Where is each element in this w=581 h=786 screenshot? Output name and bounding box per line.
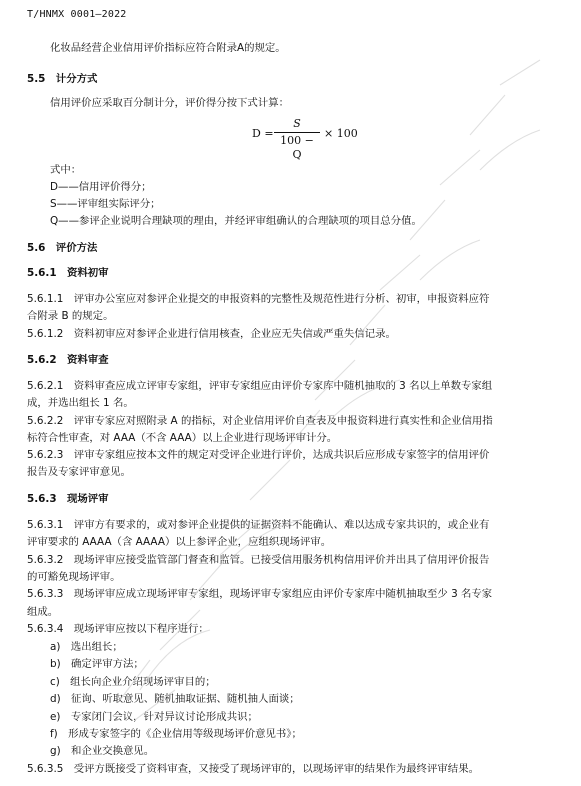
document-code: T/HNMX 0001—2022 [27,9,127,20]
paragraph-line: 5.6.3.3 现场评审应成立现场评审专家组，现场评审专家组应由评价专家库中随机抽取至少 3 名专家 [27,588,493,600]
subsection-heading: 5.6.1 资料初审 [27,267,109,279]
paragraph-line: 评审要求的 AAAA（含 AAAA）以上参评企业，应组织现场评审。 [27,536,332,548]
paragraph-line: 5.6.3.2 现场评审应接受监管部门督查和监管。已接受信用服务机构信用评价并出具了信用评价报告 [27,554,490,566]
list-item: g) 和企业交换意见。 [50,745,155,757]
paragraph-line: 5.6.1.1 评审办公室应对参评企业提交的申报资料的完整性及规范性进行分析、初审，申报资料应符 [27,293,490,305]
paragraph-line: 信用评价应采取百分制计分，评价得分按下式计算： [50,97,289,109]
list-item: a) 选出组长； [50,641,123,653]
paragraph-line: 5.6.3.5 受评方既接受了资料审查，又接受了现场评审的，以现场评审的结果作为最终评审结果。 [27,763,479,775]
list-item: d) 征询、听取意见、随机抽取证据、随机抽人面谈； [50,693,300,705]
section-heading: 5.5 计分方式 [27,73,98,85]
subsection-heading: 5.6.2 资料审查 [27,354,109,366]
formula-rhs: × 100 [324,127,358,140]
list-item: b) 确定评审方法； [50,658,144,670]
definition-line: Q——参评企业说明合理缺项的理由，并经评审组确认的合理缺项的项目总分值。 [50,215,422,227]
fraction-bar [274,132,320,133]
paragraph-line: 5.6.3.4 现场评审应按以下程序进行： [27,623,209,635]
list-item: f) 形成专家签字的《企业信用等级现场评价意见书》； [50,728,302,740]
paragraph-line: 报告及专家评审意见。 [27,466,131,478]
formula-numerator: S [293,117,301,130]
list-item: c) 组长向企业介绍现场评审目的； [50,676,216,688]
paragraph-line: 式中： [50,164,82,176]
paragraph-line: 合附录 B 的规定。 [27,310,114,322]
definition-line: S——评审组实际评分； [50,198,161,210]
paragraph-line: 标符合性审查，对 AAA（不含 AAA）以上企业进行现场评审计分。 [27,432,338,444]
paragraph-line: 5.6.3.1 评审方有要求的，或对参评企业提供的证据资料不能确认、难以达成专家共识的，或企业有 [27,519,490,531]
paragraph-line: 5.6.2.2 评审专家应对照附录 A 的指标，对企业信用评价自查表及申报资料进行真实性和企业信用指 [27,415,493,427]
paragraph-line: 5.6.2.1 资料审查应成立评审专家组，评审专家组应由评价专家库中随机抽取的 3 名以上单数专家组 [27,380,493,392]
formula-fraction [274,117,320,162]
paragraph-line: 化妆品经营企业信用评价指标应符合附录A的规定。 [50,42,286,54]
paragraph-line: 5.6.1.2 资料初审应对参评企业进行信用核查，企业应无失信或严重失信记录。 [27,328,396,340]
formula-denominator: 100 − Q [280,134,314,161]
section-heading: 5.6 评价方法 [27,242,98,254]
paragraph-line: 的可豁免现场评审。 [27,571,121,583]
paragraph-line: 5.6.2.3 评审专家组应按本文件的规定对受评企业进行评价，达成共识后应形成专家签字的信用评价 [27,449,490,461]
paragraph-line: 组成。 [27,606,59,618]
formula-lhs: D = [252,127,274,140]
paragraph-line: 成，并选出组长 1 名。 [27,397,134,409]
list-item: e) 专家闭门会议，针对异议讨论形成共识； [50,711,258,723]
definition-line: D——信用评价得分； [50,181,152,193]
subsection-heading: 5.6.3 现场评审 [27,493,109,505]
